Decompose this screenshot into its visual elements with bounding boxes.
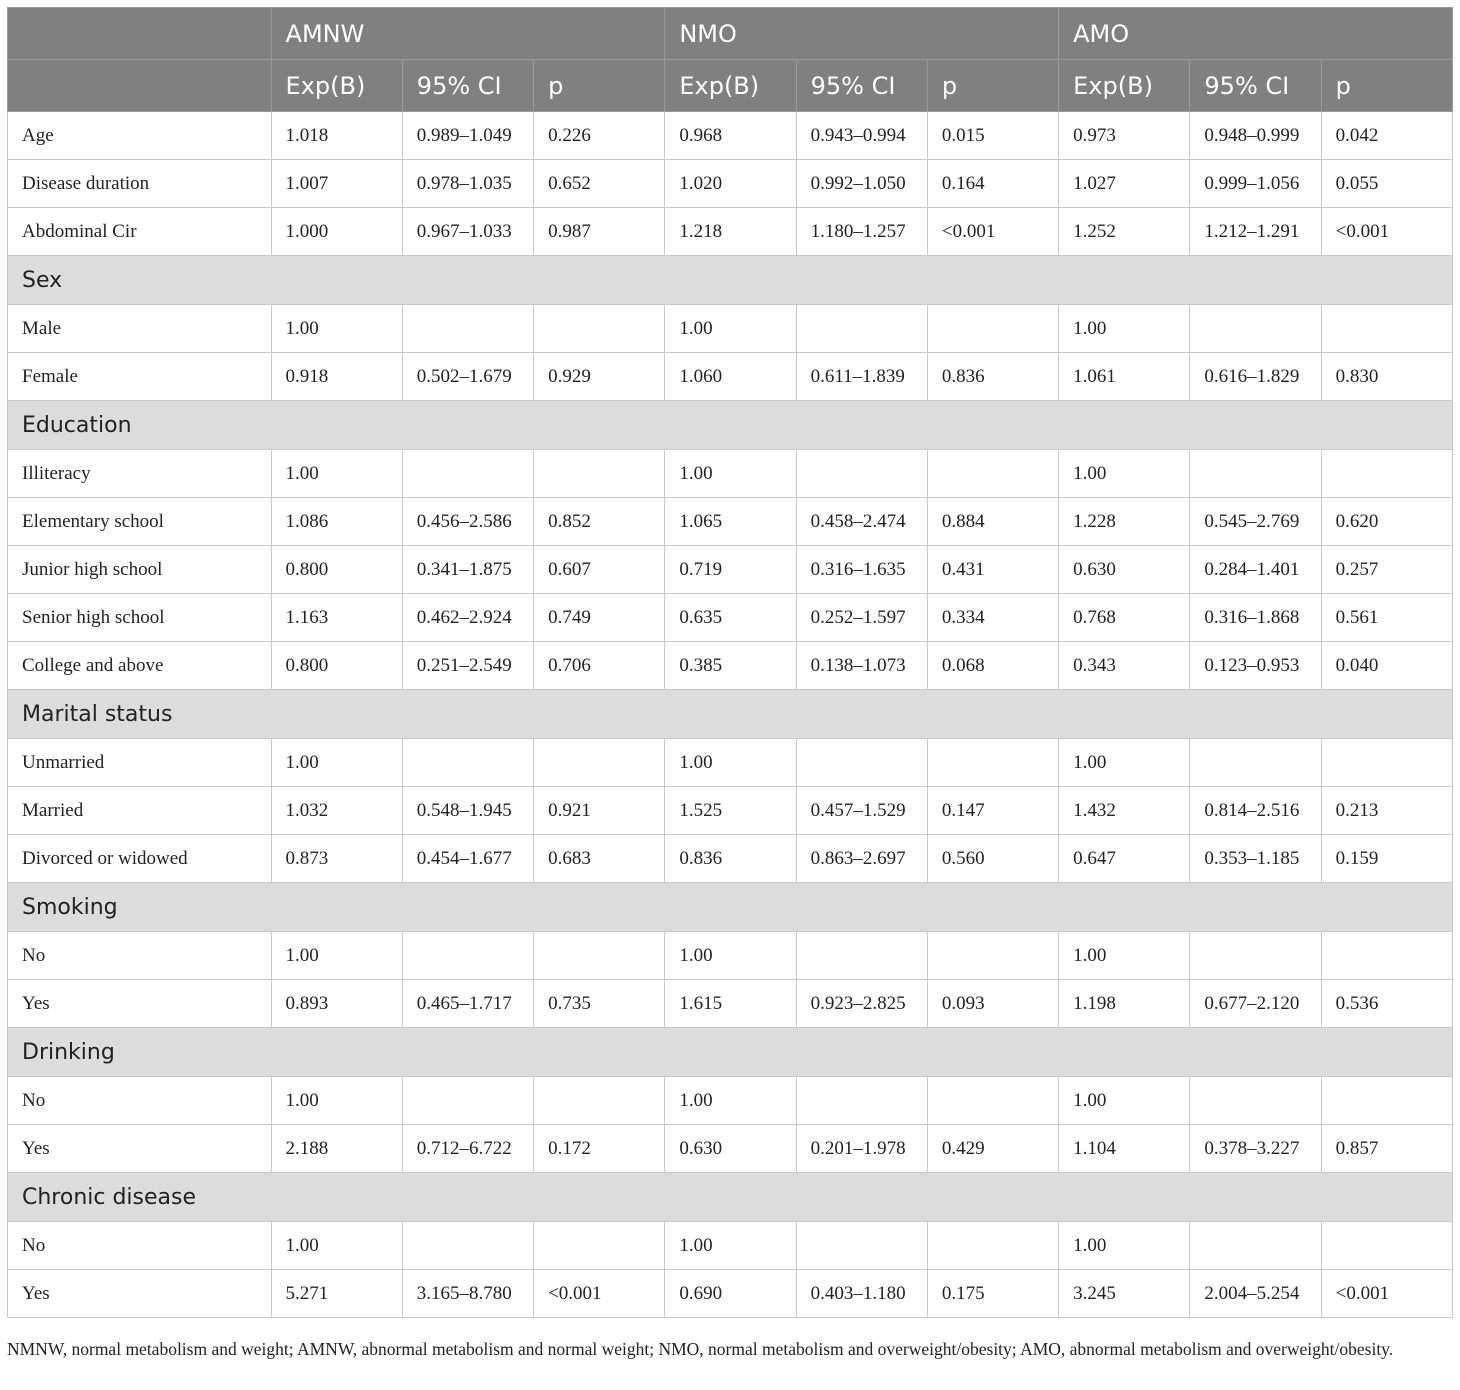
table-cell: 1.00 [665, 932, 796, 980]
table-cell: 0.749 [534, 594, 665, 642]
table-row [8, 546, 1453, 594]
table-cell: 0.147 [927, 787, 1058, 835]
section-label: Chronic disease [8, 1173, 1453, 1222]
table-cell: 0.836 [927, 353, 1058, 401]
table-cell: 0.123–0.953 [1190, 642, 1321, 690]
table-cell: 0.343 [1059, 642, 1190, 690]
column-header-p: p [1321, 60, 1452, 112]
table-cell [796, 1222, 927, 1270]
table-cell: 0.893 [271, 980, 402, 1028]
table-cell: 1.00 [665, 450, 796, 498]
table-row [8, 642, 1453, 690]
table-cell: 0.873 [271, 835, 402, 883]
table-cell [1190, 1222, 1321, 1270]
table-cell: 0.093 [927, 980, 1058, 1028]
table-cell: 0.201–1.978 [796, 1125, 927, 1173]
table-cell: 0.138–1.073 [796, 642, 927, 690]
table-cell: 0.918 [271, 353, 402, 401]
section-label: Education [8, 401, 1453, 450]
table-cell [534, 450, 665, 498]
table-cell: 0.462–2.924 [402, 594, 533, 642]
table-cell: 0.068 [927, 642, 1058, 690]
table-footnote: NMNW, normal metabolism and weight; AMNW, abnormal metabolism and normal weight; NMO, normal metabolism and overweight/obesity; AMO, abnormal metabolism and overweight/obesity. [7, 1339, 1394, 1359]
table-cell: 0.830 [1321, 353, 1452, 401]
section-header-row [8, 401, 1453, 450]
table-cell: 0.800 [271, 546, 402, 594]
table-cell [402, 1077, 533, 1125]
table-cell: 0.353–1.185 [1190, 835, 1321, 883]
table-cell: 0.967–1.033 [402, 208, 533, 256]
section-header-row [8, 883, 1453, 932]
section-label: Marital status [8, 690, 1453, 739]
table-row [8, 208, 1453, 256]
table-cell: 0.226 [534, 112, 665, 160]
table-cell: 0.378–3.227 [1190, 1125, 1321, 1173]
section-label: Smoking [8, 883, 1453, 932]
table-cell: 1.086 [271, 498, 402, 546]
table-cell: 1.00 [271, 1222, 402, 1270]
table-cell: 0.683 [534, 835, 665, 883]
table-cell [1190, 305, 1321, 353]
table-cell [927, 450, 1058, 498]
table-cell [534, 1077, 665, 1125]
table-cell: 0.943–0.994 [796, 112, 927, 160]
table-cell [796, 450, 927, 498]
table-cell: 0.677–2.120 [1190, 980, 1321, 1028]
table-cell: 0.690 [665, 1270, 796, 1318]
row-label: College and above [8, 642, 272, 690]
table-cell [796, 932, 927, 980]
row-label: Divorced or widowed [8, 835, 272, 883]
table-cell [534, 305, 665, 353]
table-cell [796, 305, 927, 353]
table-row [8, 305, 1453, 353]
table-row [8, 1222, 1453, 1270]
table-cell: 1.065 [665, 498, 796, 546]
table-cell: 0.316–1.868 [1190, 594, 1321, 642]
table-cell: 0.712–6.722 [402, 1125, 533, 1173]
table-row [8, 1125, 1453, 1173]
table-cell: 0.630 [665, 1125, 796, 1173]
column-header-expb: Exp(B) [1059, 60, 1190, 112]
row-label: Illiteracy [8, 450, 272, 498]
table-cell: 1.000 [271, 208, 402, 256]
table-cell: 0.334 [927, 594, 1058, 642]
table-cell [927, 932, 1058, 980]
row-label: No [8, 1222, 272, 1270]
table-cell: 1.252 [1059, 208, 1190, 256]
table-cell: 1.218 [665, 208, 796, 256]
table-cell: 0.457–1.529 [796, 787, 927, 835]
table-body [8, 112, 1453, 1318]
table-cell [534, 932, 665, 980]
table-cell: 0.403–1.180 [796, 1270, 927, 1318]
table-cell [402, 932, 533, 980]
table-cell: 0.616–1.829 [1190, 353, 1321, 401]
table-cell: 1.615 [665, 980, 796, 1028]
table-cell: 1.00 [665, 1222, 796, 1270]
table-cell [927, 1077, 1058, 1125]
table-cell: 1.061 [1059, 353, 1190, 401]
table-cell: 0.836 [665, 835, 796, 883]
table-cell: 0.706 [534, 642, 665, 690]
table-cell: 1.228 [1059, 498, 1190, 546]
table-row [8, 450, 1453, 498]
table-cell [402, 305, 533, 353]
table-cell [927, 305, 1058, 353]
table-cell: 1.525 [665, 787, 796, 835]
table-cell [402, 1222, 533, 1270]
table-cell: 0.923–2.825 [796, 980, 927, 1028]
table-cell: 0.341–1.875 [402, 546, 533, 594]
table-row [8, 498, 1453, 546]
table-cell: 1.104 [1059, 1125, 1190, 1173]
table-cell: 0.768 [1059, 594, 1190, 642]
table-cell [927, 739, 1058, 787]
table-cell: 1.020 [665, 160, 796, 208]
table-header [8, 8, 1453, 112]
section-header-row [8, 256, 1453, 305]
column-header-p: p [927, 60, 1058, 112]
row-label: Female [8, 353, 272, 401]
table-cell: 0.502–1.679 [402, 353, 533, 401]
table-cell: 0.620 [1321, 498, 1452, 546]
table-cell: 1.00 [1059, 305, 1190, 353]
table-cell: 1.00 [1059, 1222, 1190, 1270]
table-row [8, 353, 1453, 401]
regression-table-container [7, 7, 1453, 1318]
row-label: Yes [8, 1125, 272, 1173]
table-cell [1321, 1222, 1452, 1270]
table-cell: 0.978–1.035 [402, 160, 533, 208]
table-cell: 0.607 [534, 546, 665, 594]
table-cell: 0.015 [927, 112, 1058, 160]
table-cell: 3.165–8.780 [402, 1270, 533, 1318]
table-cell: 0.536 [1321, 980, 1452, 1028]
table-row [8, 787, 1453, 835]
column-header-ci: 95% CI [402, 60, 533, 112]
table-cell [534, 1222, 665, 1270]
table-cell: 1.00 [665, 305, 796, 353]
table-cell: 0.042 [1321, 112, 1452, 160]
table-row [8, 112, 1453, 160]
table-cell: 1.00 [1059, 932, 1190, 980]
table-cell [1190, 739, 1321, 787]
table-cell: 2.188 [271, 1125, 402, 1173]
table-cell: 1.018 [271, 112, 402, 160]
row-label: Elementary school [8, 498, 272, 546]
table-cell: 1.198 [1059, 980, 1190, 1028]
table-cell: 0.814–2.516 [1190, 787, 1321, 835]
table-row [8, 932, 1453, 980]
table-cell: 0.159 [1321, 835, 1452, 883]
table-cell: 1.00 [271, 739, 402, 787]
row-label: Yes [8, 1270, 272, 1318]
table-cell: 1.00 [271, 305, 402, 353]
table-cell: 0.719 [665, 546, 796, 594]
row-label: Male [8, 305, 272, 353]
section-header-row [8, 1173, 1453, 1222]
group-header-amo: AMO [1059, 8, 1453, 60]
table-cell: 0.992–1.050 [796, 160, 927, 208]
group-header-blank [8, 8, 272, 60]
table-cell: 1.00 [1059, 1077, 1190, 1125]
table-cell: 0.921 [534, 787, 665, 835]
table-cell: 0.999–1.056 [1190, 160, 1321, 208]
table-cell: 0.175 [927, 1270, 1058, 1318]
column-header-ci: 95% CI [1190, 60, 1321, 112]
table-cell: 0.929 [534, 353, 665, 401]
table-cell: 1.00 [271, 932, 402, 980]
table-cell: 0.987 [534, 208, 665, 256]
row-label: Junior high school [8, 546, 272, 594]
table-cell [1321, 450, 1452, 498]
table-cell [1190, 1077, 1321, 1125]
table-cell: 0.172 [534, 1125, 665, 1173]
group-header-row [8, 8, 1453, 60]
column-header-expb: Exp(B) [665, 60, 796, 112]
table-cell [1190, 450, 1321, 498]
table-cell: 3.245 [1059, 1270, 1190, 1318]
table-cell [402, 739, 533, 787]
table-cell: 0.164 [927, 160, 1058, 208]
section-label: Sex [8, 256, 1453, 305]
group-header-amnw: AMNW [271, 8, 665, 60]
table-cell [1321, 932, 1452, 980]
table-cell: <0.001 [927, 208, 1058, 256]
section-label: Drinking [8, 1028, 1453, 1077]
table-cell [927, 1222, 1058, 1270]
row-label: Senior high school [8, 594, 272, 642]
table-row [8, 1270, 1453, 1318]
table-cell [1321, 739, 1452, 787]
table-row [8, 594, 1453, 642]
table-cell: 0.458–2.474 [796, 498, 927, 546]
table-cell: 0.973 [1059, 112, 1190, 160]
row-label: Married [8, 787, 272, 835]
table-cell: 0.431 [927, 546, 1058, 594]
table-cell: 1.00 [1059, 450, 1190, 498]
table-cell [534, 739, 665, 787]
table-cell: 0.545–2.769 [1190, 498, 1321, 546]
table-cell: 1.432 [1059, 787, 1190, 835]
table-cell: 2.004–5.254 [1190, 1270, 1321, 1318]
table-cell: 5.271 [271, 1270, 402, 1318]
table-cell: 1.00 [271, 450, 402, 498]
column-header-ci: 95% CI [796, 60, 927, 112]
column-header-row [8, 60, 1453, 112]
table-cell: 0.647 [1059, 835, 1190, 883]
table-cell [1321, 305, 1452, 353]
table-cell: 0.735 [534, 980, 665, 1028]
table-cell: 1.00 [665, 739, 796, 787]
table-row [8, 835, 1453, 883]
column-header-variable [8, 60, 272, 112]
table-cell: 0.429 [927, 1125, 1058, 1173]
table-cell: 1.00 [665, 1077, 796, 1125]
table-row [8, 980, 1453, 1028]
table-cell: 0.454–1.677 [402, 835, 533, 883]
table-cell: 0.040 [1321, 642, 1452, 690]
table-cell: 1.163 [271, 594, 402, 642]
table-cell: 0.257 [1321, 546, 1452, 594]
table-cell: 0.284–1.401 [1190, 546, 1321, 594]
table-cell: 0.055 [1321, 160, 1452, 208]
table-cell: <0.001 [1321, 208, 1452, 256]
table-cell: 0.251–2.549 [402, 642, 533, 690]
table-cell: 0.989–1.049 [402, 112, 533, 160]
table-cell: 1.00 [1059, 739, 1190, 787]
table-cell: 1.212–1.291 [1190, 208, 1321, 256]
table-cell: 1.00 [271, 1077, 402, 1125]
table-cell [796, 1077, 927, 1125]
table-cell: 1.027 [1059, 160, 1190, 208]
table-cell: 0.948–0.999 [1190, 112, 1321, 160]
table-cell: 0.857 [1321, 1125, 1452, 1173]
row-label: No [8, 1077, 272, 1125]
table-cell [1190, 932, 1321, 980]
table-cell: <0.001 [534, 1270, 665, 1318]
table-cell: <0.001 [1321, 1270, 1452, 1318]
table-cell: 0.548–1.945 [402, 787, 533, 835]
table-row [8, 160, 1453, 208]
row-label: Abdominal Cir [8, 208, 272, 256]
section-header-row [8, 1028, 1453, 1077]
table-cell: 0.316–1.635 [796, 546, 927, 594]
row-label: Yes [8, 980, 272, 1028]
row-label: Age [8, 112, 272, 160]
column-header-p: p [534, 60, 665, 112]
table-cell: 0.252–1.597 [796, 594, 927, 642]
group-header-nmo: NMO [665, 8, 1059, 60]
row-label: Unmarried [8, 739, 272, 787]
table-cell: 0.611–1.839 [796, 353, 927, 401]
table-cell: 0.213 [1321, 787, 1452, 835]
table-cell: 0.560 [927, 835, 1058, 883]
table-row [8, 1077, 1453, 1125]
row-label: No [8, 932, 272, 980]
table-row [8, 739, 1453, 787]
table-cell: 0.635 [665, 594, 796, 642]
table-cell: 0.968 [665, 112, 796, 160]
table-cell: 1.180–1.257 [796, 208, 927, 256]
table-cell [796, 739, 927, 787]
table-cell: 0.465–1.717 [402, 980, 533, 1028]
table-cell: 0.652 [534, 160, 665, 208]
column-header-expb: Exp(B) [271, 60, 402, 112]
table-cell: 0.561 [1321, 594, 1452, 642]
table-cell: 1.007 [271, 160, 402, 208]
regression-table [7, 7, 1453, 1318]
table-cell: 0.852 [534, 498, 665, 546]
table-cell: 0.385 [665, 642, 796, 690]
table-cell: 1.060 [665, 353, 796, 401]
section-header-row [8, 690, 1453, 739]
table-cell: 0.630 [1059, 546, 1190, 594]
table-cell: 0.884 [927, 498, 1058, 546]
table-cell: 0.800 [271, 642, 402, 690]
table-cell: 0.456–2.586 [402, 498, 533, 546]
table-cell [402, 450, 533, 498]
table-cell: 0.863–2.697 [796, 835, 927, 883]
table-cell [1321, 1077, 1452, 1125]
row-label: Disease duration [8, 160, 272, 208]
table-cell: 1.032 [271, 787, 402, 835]
